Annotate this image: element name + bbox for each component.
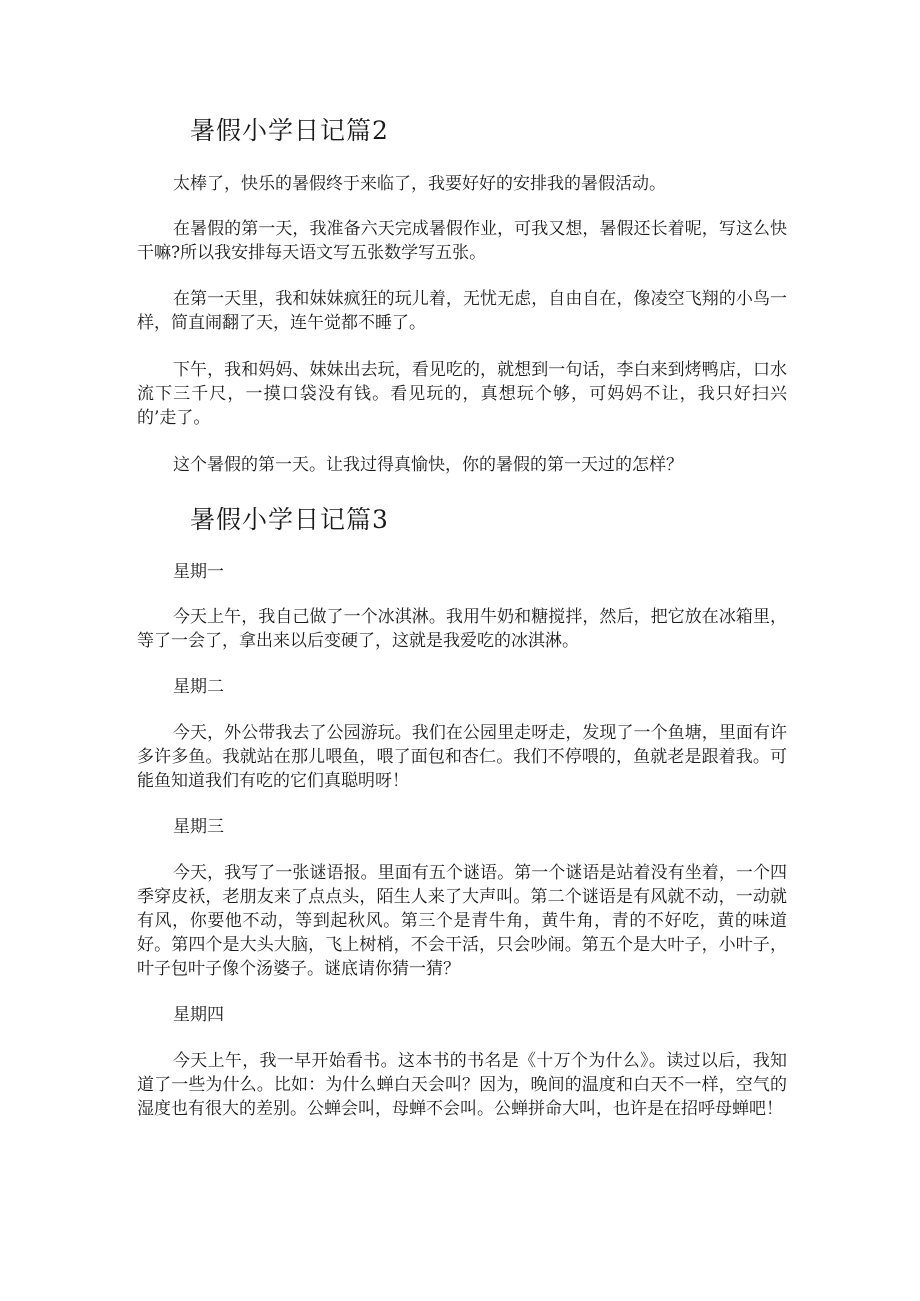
paragraph: 在第一天里，我和妹妹疯狂的玩儿着，无忧无虑，自由自在，像凌空飞翔的小鸟一样，简直闹翻了天，连午觉都不睡了。 xyxy=(137,289,787,333)
day-label: 星期一 xyxy=(173,562,224,582)
paragraph: 今天上午，我一早开始看书。这本书的书名是《十万个为什么》。读过以后，我知道了一些为什么。比如：为什么蝉白天会叫？因为，晚间的温度和白天不一样，空气的湿度也有很大的差别。公蝉会叫，母蝉不会叫。公蝉拼命大叫，也许是在招呼母蝉吧！ xyxy=(137,1051,787,1119)
day-label: 星期二 xyxy=(173,677,224,697)
paragraph: 这个暑假的第一天。让我过得真愉快，你的暑假的第一天过的怎样？ xyxy=(173,455,683,475)
day-label: 星期三 xyxy=(173,817,224,837)
paragraph: 今天上午，我自己做了一个冰淇淋。我用牛奶和糖搅拌，然后，把它放在冰箱里，等了一会了，拿出来以后变硬了，这就是我爱吃的冰淇淋。 xyxy=(137,607,787,651)
section-title: 暑假小学日记篇3 xyxy=(190,505,389,534)
day-label: 星期四 xyxy=(173,1005,224,1025)
paragraph: 今天，我写了一张谜语报。里面有五个谜语。第一个谜语是站着没有坐着，一个四季穿皮袄，老朋友来了点点头，陌生人来了大声叫。第二个谜语是有风就不动，一动就有风，你要他不动，等到起秋风。第三个是青牛角，黄牛角，青的不好吃，黄的味道好。第四个是大头大脑，飞上树梢，不会干活，只会吵闹。第五个是大叶子，小叶子，叶子包叶子像个汤婆子。谜底请你猜一猜？ xyxy=(137,863,787,979)
section-title: 暑假小学日记篇2 xyxy=(190,116,389,145)
paragraph: 下午，我和妈妈、妹妹出去玩，看见吃的，就想到一句话，李白来到烤鸭店，口水流下三千尺，一摸口袋没有钱。看见玩的，真想玩个够，可妈妈不让，我只好扫兴的’走了。 xyxy=(137,360,787,428)
paragraph: 在暑假的第一天，我准备六天完成暑假作业，可我又想，暑假还长着呢，写这么快干嘛?所以我安排每天语文写五张数学写五张。 xyxy=(137,219,787,263)
paragraph: 今天，外公带我去了公园游玩。我们在公园里走呀走，发现了一个鱼塘，里面有许多许多鱼。我就站在那儿喂鱼，喂了面包和杏仁。我们不停喂的，鱼就老是跟着我。可能鱼知道我们有吃的它们真聪明呀！ xyxy=(137,723,787,791)
paragraph: 太棒了，快乐的暑假终于来临了，我要好好的安排我的暑假活动。 xyxy=(173,174,666,194)
